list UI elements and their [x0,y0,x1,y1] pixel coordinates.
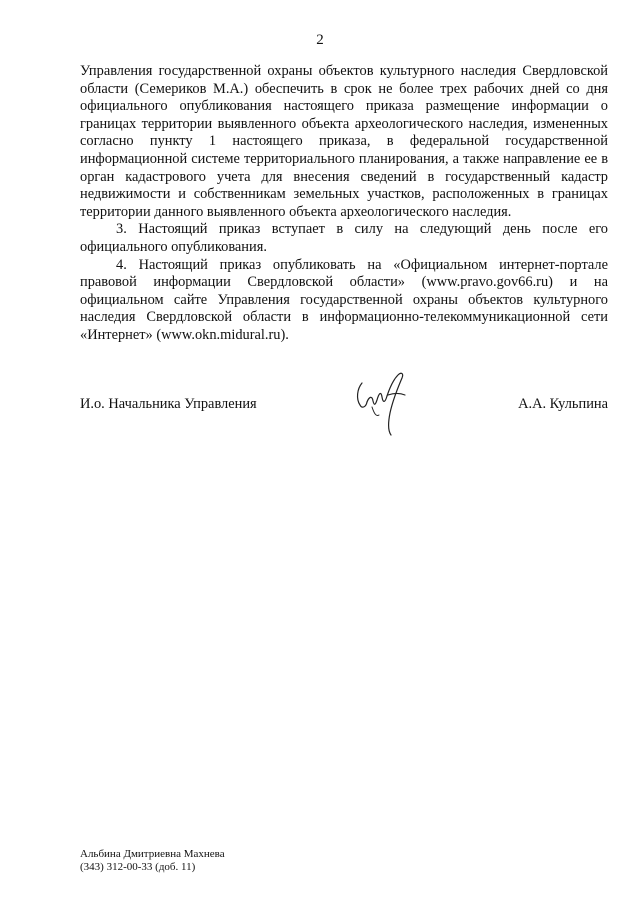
signatory-name: А.А. Кульпина [518,396,608,412]
paragraph-continuation: Управления государственной охраны объектов культурного наследия Свердловской области (Семериков М.А.) обеспечить в срок не более трех рабочих дней со дня официального опубликования настоящего приказа размещение информации о границах территории выявленного объекта археологического наследия, измененных согласно пункту 1 настоящего приказа, в федеральной государственной информационной системе территориального планирования, а также направление ее в орган кадастрового учета для внесения сведений в государственный кадастр недвижимости и собственникам земельных участков, расположенных в границах территории данного выявленного объекта археологического наследия. [80,63,608,220]
signatory-position: И.о. Начальника Управления [80,396,257,412]
executor-footer [80,848,225,874]
paragraph-item-3: 3. Настоящий приказ вступает в силу на следующий день после его официального опубликования. [80,221,608,255]
handwritten-signature [348,369,420,441]
page-number: 2 [316,32,324,48]
executor-name: Альбина Дмитриевна Махнева [80,848,225,860]
executor-phone: (343) 312-00-33 (доб. 11) [80,861,196,873]
document-body [80,63,608,345]
paragraph-item-4: 4. Настоящий приказ опубликовать на «Официальном интернет-портале правовой информации Свердловской области» (www.pravo.gov66.ru) и на официальном сайте Управления государственной охраны объектов культурного наследия Свердловской области в информационно-телекоммуникационной сети «Интернет» (www.okn.midural.ru). [80,256,608,343]
signature-block [80,393,608,453]
